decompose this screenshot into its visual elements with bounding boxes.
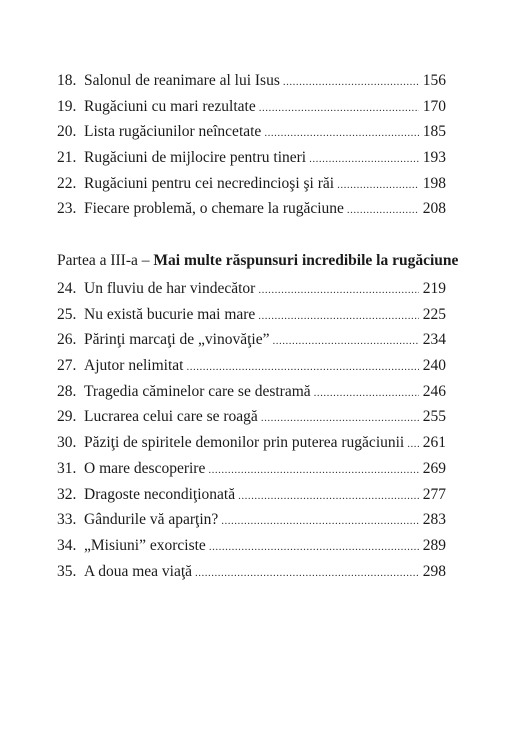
toc-entry-title: Salonul de reanimare al lui Isus [84, 72, 280, 89]
toc-entry-title: Părinţi marcaţi de „vinovăţie” [84, 331, 270, 349]
toc-entry-number: 28. [57, 382, 77, 400]
toc-entry-page: 208 [422, 200, 446, 218]
toc-entry-title: Păziţi de spiritele demonilor prin puterea rugăciunii [84, 434, 405, 452]
toc-entry-page: 246 [422, 382, 446, 400]
toc-entry-number: 19. [57, 97, 77, 115]
toc-entry-title: Rugăciuni pentru cei necredincioşi şi răi [84, 174, 335, 192]
part-heading [57, 250, 459, 272]
toc-entry [57, 507, 446, 533]
toc-entry-page: 225 [422, 305, 446, 323]
toc-entry-title: A doua mea viaţă [84, 562, 193, 580]
toc-entry [57, 119, 446, 145]
dot-leader [283, 70, 419, 96]
dot-leader [195, 561, 419, 587]
toc-entry-title: Un fluviu de har vindecător [84, 280, 256, 297]
toc-entry-title: Gândurile vă aparţin? [84, 511, 219, 529]
toc-entry-page: 283 [422, 511, 446, 529]
toc-entry-number: 29. [57, 408, 77, 426]
toc-entry [57, 404, 446, 430]
toc-entry-page: 219 [422, 280, 446, 297]
toc-entry-number: 33. [57, 511, 77, 529]
toc-entry-number: 23. [57, 200, 77, 218]
dot-leader [238, 484, 419, 510]
toc-list-continued [57, 68, 446, 222]
dot-leader [314, 381, 419, 407]
toc-entry-number: 24. [57, 280, 77, 297]
toc-entry-page: 277 [422, 485, 446, 503]
toc-entry-page: 156 [422, 72, 446, 89]
toc-entry-number: 20. [57, 123, 77, 141]
toc-entry-title: Lucrarea celui care se roagă [84, 408, 258, 426]
dot-leader [209, 535, 419, 561]
dot-leader [258, 278, 419, 304]
toc-entry-title: Dragoste necondiţionată [84, 485, 236, 503]
toc-entry-page: 261 [422, 434, 446, 452]
toc-entry-title: Rugăciuni de mijlocire pentru tineri [84, 149, 307, 167]
toc-part-three [57, 250, 459, 584]
toc-entry-page: 185 [422, 123, 446, 141]
toc-entry [57, 145, 446, 171]
dot-leader [221, 509, 419, 535]
toc-entry-number: 32. [57, 485, 77, 503]
toc-entry-page: 170 [422, 97, 446, 115]
toc-entry [57, 302, 446, 328]
toc-entry-title: „Misiuni” exorciste [84, 536, 206, 554]
dot-leader [261, 406, 419, 432]
toc-entry [57, 379, 446, 405]
toc-entry-title: Tragedia căminelor care se destramă [84, 382, 311, 400]
part-title: Mai multe răspunsuri incredibile la rugăciune [153, 252, 459, 269]
toc-entry [57, 94, 446, 120]
toc-entry [57, 559, 446, 585]
dot-leader [337, 173, 419, 199]
dot-leader [259, 96, 419, 122]
toc-entry-number: 26. [57, 331, 77, 349]
toc-entry [57, 276, 446, 302]
toc-entry-number: 31. [57, 459, 77, 477]
toc-entry-page: 234 [422, 331, 446, 349]
toc-entry [57, 430, 446, 456]
dot-leader [186, 355, 419, 381]
dot-leader [407, 432, 419, 458]
toc-entry-title: Rugăciuni cu mari rezultate [84, 97, 256, 115]
toc-list-part-three [57, 276, 446, 584]
toc-entry-title: Ajutor nelimitat [84, 357, 184, 375]
toc-entry-number: 35. [57, 562, 77, 580]
part-label: Partea a III-a [57, 252, 138, 269]
toc-entry [57, 327, 446, 353]
toc-entry-page: 255 [422, 408, 446, 426]
toc-entry-title: Lista rugăciunilor neîncetate [84, 123, 262, 141]
toc-entry-page: 298 [422, 562, 446, 580]
toc-entry-number: 27. [57, 357, 77, 375]
toc-entry [57, 196, 446, 222]
dot-leader [347, 198, 419, 224]
toc-entry-number: 30. [57, 434, 77, 452]
toc-entry-page: 198 [422, 174, 446, 192]
toc-entry [57, 456, 446, 482]
dot-leader [309, 147, 419, 173]
toc-entry-title: Nu există bucurie mai mare [84, 305, 256, 323]
toc-entry [57, 68, 446, 94]
toc-entry-number: 34. [57, 536, 77, 554]
dot-leader [273, 329, 420, 355]
toc-entry-page: 289 [422, 536, 446, 554]
dot-leader [264, 121, 419, 147]
toc-entry-page: 193 [422, 149, 446, 167]
toc-entry-number: 21. [57, 149, 77, 167]
toc-entry-page: 240 [422, 357, 446, 375]
part-dash: – [137, 252, 154, 269]
toc-entry-number: 22. [57, 174, 77, 192]
toc-entry [57, 533, 446, 559]
dot-leader [208, 458, 419, 484]
toc-entry-page: 269 [422, 459, 446, 477]
toc-entry [57, 482, 446, 508]
dot-leader [258, 304, 419, 330]
toc-entry-number: 18. [57, 72, 77, 89]
toc-entry [57, 353, 446, 379]
toc-entry-number: 25. [57, 305, 77, 323]
toc-entry-title: Fiecare problemă, o chemare la rugăciune [84, 200, 344, 218]
toc-entry [57, 171, 446, 197]
toc-entry-title: O mare descoperire [84, 459, 206, 477]
